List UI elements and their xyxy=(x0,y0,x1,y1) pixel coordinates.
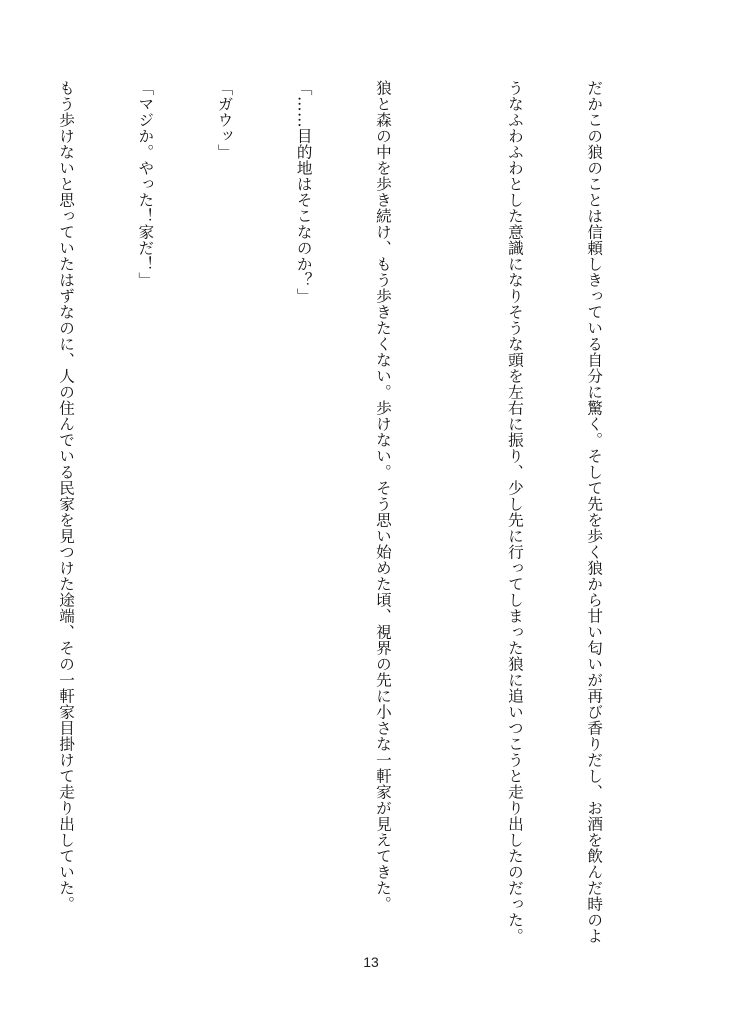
page-number: 13 xyxy=(363,954,379,970)
text-line: 「ガウッ」 xyxy=(215,80,234,160)
text-line: うなふわふわとした意識になりそうな頭を左右に振り、少し先に行ってしまった狼に追いつこうと走り出したのだった。 xyxy=(505,80,524,944)
text-line: もう歩けないと思っていたはずなのに、人の住んでいる民家を見つけた途端、その一軒家目掛けて走り出していた。 xyxy=(57,80,76,912)
text-line: 「マジか。やった！家だ！」 xyxy=(136,80,155,288)
text-line: 「……目的地はそこなのか？」 xyxy=(294,80,313,304)
text-line: 狼と森の中を歩き続け、もう歩きたくない。歩けない。そう思い始めた頃、視界の先に小さな一軒家が見えてきた。 xyxy=(373,80,392,912)
text-line: だかこの狼のことは信頼しきっている自分に驚く。そして先を歩く狼から甘い匂いが再び香りだし、お酒を飲んだ時のよ xyxy=(585,80,604,944)
body-text xyxy=(57,80,660,944)
